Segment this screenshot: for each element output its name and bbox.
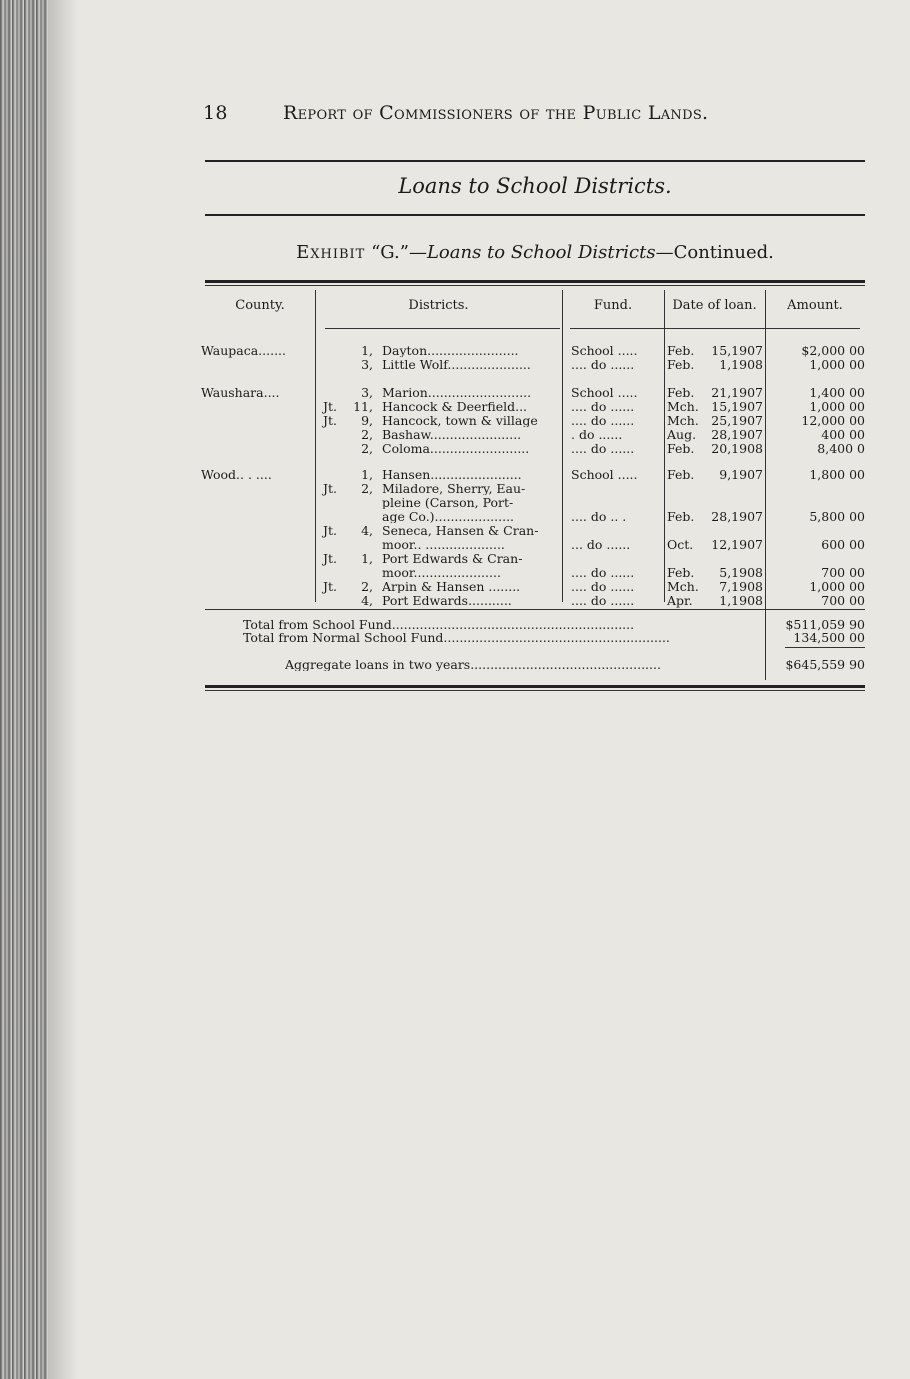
section-subtitle: Loans to School Districts. xyxy=(398,174,672,198)
header-districts: Districts. xyxy=(408,298,469,313)
aggregate-amount: $645,559 90 xyxy=(785,657,865,672)
cell-amount: 400 00 xyxy=(821,427,865,442)
header-rule-districts xyxy=(325,328,560,329)
table-top-rule-thin xyxy=(205,285,865,286)
cell-num: 2, xyxy=(361,579,373,594)
cell-amount: 8,400 0 xyxy=(817,441,865,456)
cell-district: Hancock & Deerfield... xyxy=(382,400,528,413)
table-row xyxy=(205,482,865,495)
cell-month: Feb. xyxy=(667,565,695,580)
table-row xyxy=(205,414,865,427)
aggregate-label: Aggregate loans in two years................................................ xyxy=(285,658,661,671)
table-bottom-rule xyxy=(205,685,865,688)
cell-day: 28,1907 xyxy=(711,427,763,442)
cell-fund: School ..... xyxy=(571,344,638,357)
cell-district: Hansen....................... xyxy=(382,468,522,481)
cell-day: 25,1907 xyxy=(711,413,763,428)
cell-district: moor.. .................... xyxy=(382,538,505,551)
cell-amount: 12,000 00 xyxy=(801,413,865,428)
cell-district: Coloma......................... xyxy=(382,442,530,455)
running-title: Report of Commissioners of the Public Lands. xyxy=(283,102,709,124)
cell-num: 11, xyxy=(353,399,373,414)
cell-prefix: Jt. xyxy=(323,399,338,414)
cell-amount: 700 00 xyxy=(821,593,865,608)
cell-fund: .... do ...... xyxy=(571,442,635,455)
total-normal-fund-label: Total from Normal School Fund......................................................... xyxy=(243,631,670,644)
cell-num: 1, xyxy=(361,467,373,482)
cell-district: age Co.).................... xyxy=(382,510,515,523)
cell-num: 1, xyxy=(361,343,373,358)
table-row xyxy=(205,566,865,579)
cell-day: 15,1907 xyxy=(711,343,763,358)
table-row xyxy=(205,496,865,509)
exhibit-heading xyxy=(205,242,865,263)
cell-county: Wood.. . .... xyxy=(201,467,272,482)
cell-num: 9, xyxy=(361,413,373,428)
total-normal-fund-amount: 134,500 00 xyxy=(793,630,865,645)
cell-num: 2, xyxy=(361,441,373,456)
table-row xyxy=(205,552,865,565)
cell-month: Feb. xyxy=(667,357,695,372)
totals-sum-rule xyxy=(785,647,865,648)
table-row xyxy=(205,538,865,551)
cell-amount: 600 00 xyxy=(821,537,865,552)
table-row xyxy=(205,594,865,607)
rows-bottom-rule xyxy=(205,609,865,610)
cell-district: Miladore, Sherry, Eau- xyxy=(382,482,526,495)
cell-prefix: Jt. xyxy=(323,413,338,428)
header-county: County. xyxy=(235,298,285,313)
cell-prefix: Jt. xyxy=(323,579,338,594)
cell-num: 4, xyxy=(361,593,373,608)
cell-amount: 1,000 00 xyxy=(809,579,865,594)
page-number: 18 xyxy=(203,102,228,124)
exhibit-suffix: —Continued. xyxy=(655,242,774,263)
cell-month: Mch. xyxy=(667,399,699,414)
table-row xyxy=(205,428,865,441)
rule-top xyxy=(205,160,865,162)
cell-fund: .... do ...... xyxy=(571,358,635,371)
cell-district: Little Wolf..................... xyxy=(382,358,531,371)
cell-fund: .... do ...... xyxy=(571,580,635,593)
table-top-rule xyxy=(205,280,865,283)
exhibit-prefix: Exhibit xyxy=(296,242,366,263)
cell-day: 21,1907 xyxy=(711,385,763,400)
total-school-fund-amount: $511,059 90 xyxy=(785,617,865,632)
table-row xyxy=(205,524,865,537)
cell-fund: ... do ...... xyxy=(571,538,631,551)
cell-district: Dayton....................... xyxy=(382,344,519,357)
exhibit-italic: Loans to School Districts xyxy=(426,242,656,263)
cell-fund: School ..... xyxy=(571,468,638,481)
cell-month: Aug. xyxy=(667,427,697,442)
cell-fund: .... do ...... xyxy=(571,400,635,413)
exhibit-label: “G.”— xyxy=(371,242,427,263)
cell-amount: 1,400 00 xyxy=(809,385,865,400)
book-spine-edge xyxy=(0,0,48,1379)
table-row xyxy=(205,580,865,593)
cell-district: moor...................... xyxy=(382,566,501,579)
cell-day: 20,1908 xyxy=(711,441,763,456)
cell-amount: 1,000 00 xyxy=(809,357,865,372)
cell-prefix: Jt. xyxy=(323,551,338,566)
cell-num: 2, xyxy=(361,481,373,496)
cell-amount: 1,800 00 xyxy=(809,467,865,482)
cell-district: Arpin & Hansen ........ xyxy=(382,580,521,593)
table-row xyxy=(201,385,865,400)
table-row xyxy=(205,442,865,455)
cell-fund: .... do .. . xyxy=(571,510,627,523)
header-date: Date of loan. xyxy=(672,298,757,313)
cell-district: Port Edwards........... xyxy=(382,594,512,607)
cell-month: Oct. xyxy=(667,537,694,552)
cell-month: Apr. xyxy=(667,593,693,608)
cell-district: Hancock, town & village xyxy=(382,414,538,427)
cell-district: Bashaw....................... xyxy=(382,428,522,441)
cell-day: 1,1908 xyxy=(719,593,763,608)
spine-shadow xyxy=(48,0,78,1379)
cell-day: 12,1907 xyxy=(711,537,763,552)
cell-district: pleine (Carson, Port- xyxy=(382,496,514,509)
table-row xyxy=(201,467,865,482)
cell-fund: .... do ...... xyxy=(571,594,635,607)
header-rule-right xyxy=(570,328,860,329)
cell-prefix: Jt. xyxy=(323,481,338,496)
cell-amount: $2,000 00 xyxy=(801,343,865,358)
cell-num: 4, xyxy=(361,523,373,538)
table-row xyxy=(201,343,865,358)
cell-month: Feb. xyxy=(667,385,695,400)
cell-fund: School ..... xyxy=(571,386,638,399)
cell-fund: . do ...... xyxy=(571,428,623,441)
cell-num: 1, xyxy=(361,551,373,566)
header-fund: Fund. xyxy=(593,298,633,313)
cell-day: 5,1908 xyxy=(719,565,763,580)
cell-county: Waupaca....... xyxy=(201,343,286,358)
cell-num: 3, xyxy=(361,357,373,372)
cell-amount: 5,800 00 xyxy=(809,509,865,524)
cell-district: Port Edwards & Cran- xyxy=(382,552,523,565)
cell-day: 9,1907 xyxy=(719,467,763,482)
rule-under-subtitle xyxy=(205,214,865,216)
table-row xyxy=(205,358,865,371)
cell-month: Mch. xyxy=(667,413,699,428)
cell-num: 2, xyxy=(361,427,373,442)
cell-fund: .... do ...... xyxy=(571,414,635,427)
cell-amount: 700 00 xyxy=(821,565,865,580)
cell-month: Feb. xyxy=(667,343,695,358)
cell-fund: .... do ...... xyxy=(571,566,635,579)
cell-day: 7,1908 xyxy=(719,579,763,594)
cell-county: Waushara.... xyxy=(201,385,280,400)
table-bottom-rule-thin xyxy=(205,690,865,691)
cell-day: 15,1907 xyxy=(711,399,763,414)
cell-month: Feb. xyxy=(667,509,695,524)
cell-day: 1,1908 xyxy=(719,357,763,372)
cell-month: Feb. xyxy=(667,467,695,482)
cell-district: Marion.......................... xyxy=(382,386,532,399)
cell-prefix: Jt. xyxy=(323,523,338,538)
cell-day: 28,1907 xyxy=(711,509,763,524)
cell-month: Feb. xyxy=(667,441,695,456)
table-row xyxy=(205,510,865,523)
table-row xyxy=(205,400,865,413)
cell-month: Mch. xyxy=(667,579,699,594)
cell-amount: 1,000 00 xyxy=(809,399,865,414)
cell-num: 3, xyxy=(361,385,373,400)
total-school-fund-label: Total from School Fund............................................................. xyxy=(243,618,635,631)
loans-table xyxy=(201,290,865,690)
header-amount: Amount. xyxy=(787,298,843,313)
cell-district: Seneca, Hansen & Cran- xyxy=(382,524,539,537)
